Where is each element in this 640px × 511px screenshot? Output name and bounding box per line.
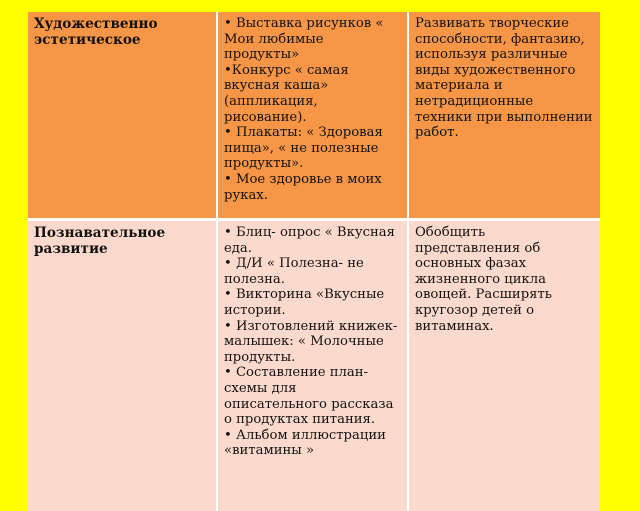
activities-cell — [218, 221, 409, 511]
activity-item: • Блиц- опрос « Вкусная еда. — [224, 225, 400, 256]
table-row — [28, 12, 600, 218]
activity-item: • Д/И « Полезна- не полезна. — [224, 256, 368, 287]
goals-text: Развивать творческие способности, фантазию, используя различные виды художественного материала и нетрадиционные техники при выполнении работ. — [415, 16, 593, 141]
activity-item: • Альбом иллюстрации «витамины » — [224, 427, 391, 459]
activity-item: • Мое здоровье в моих руках. — [224, 171, 386, 203]
activity-item: • Выставка рисунков « Мои любимые продукты» — [224, 16, 388, 63]
activities-cell — [218, 12, 409, 218]
activity-item: • Викторина «Вкусные истории. — [224, 287, 389, 318]
activity-table — [28, 12, 600, 492]
activity-item: • Плакаты: « Здоровая пища», « не полезные продукты». — [224, 125, 387, 172]
activity-item: • Составление план- схемы для описательного рассказа о продуктах питания. — [224, 365, 398, 428]
goals-cell — [409, 221, 600, 511]
area-cell — [28, 12, 218, 218]
activity-item: • Изготовлений книжек- малышек: « Молочные продукты. — [224, 318, 402, 365]
goals-cell — [409, 12, 600, 218]
table-row — [28, 221, 600, 511]
goals-text: Обобщить представления об основных фазах жизненного цикла овощей. Расширять кругозор детей о витаминах. — [415, 225, 552, 334]
area-cell — [28, 221, 218, 511]
area-label: Познавательное развитие — [34, 225, 166, 257]
area-label: Художественно эстетическое — [34, 16, 158, 48]
activity-item: •Конкурс « самая вкусная каша» (аппликация, рисование). — [224, 62, 353, 125]
